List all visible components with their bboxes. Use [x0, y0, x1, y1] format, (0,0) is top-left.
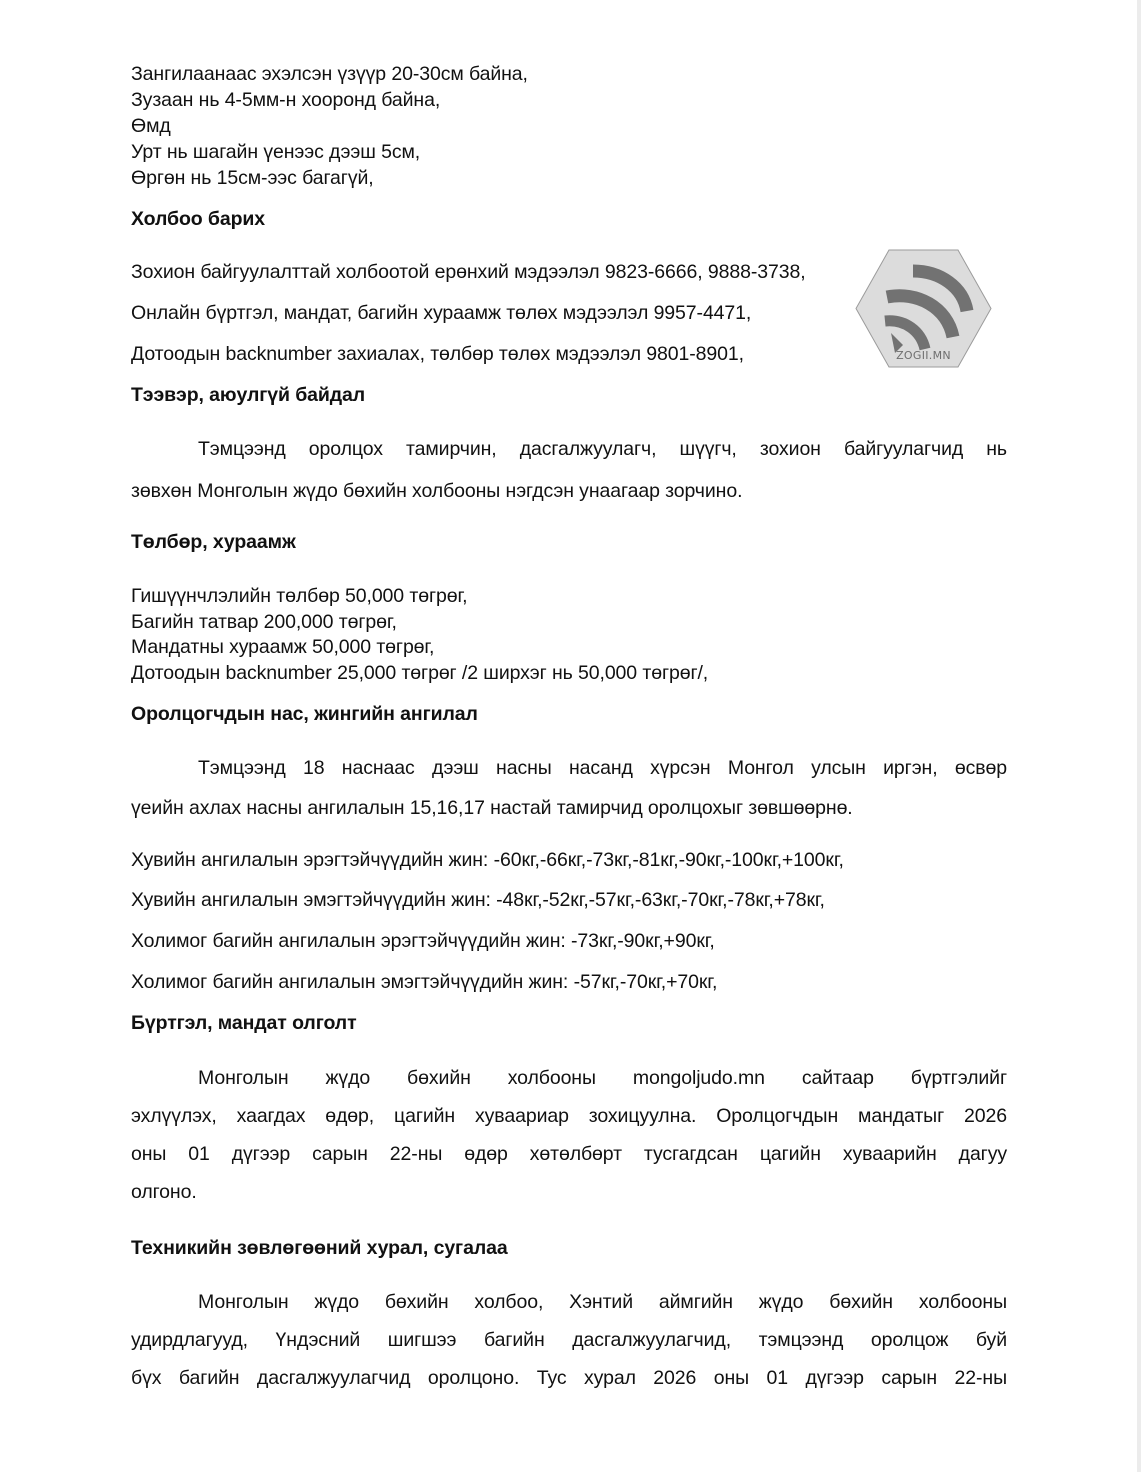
- contact-item: Онлайн бүртгэл, мандат, багийн хураамж төлөх мэдээлэл 9957-4471,: [131, 302, 752, 324]
- section-heading-contact: Холбоо барих: [131, 208, 266, 230]
- weight-category-item: Хувийн ангилалын эмэгтэйчүүдийн жин: -48кг,-52кг,-57кг,-63кг,-70кг,-78кг,+78кг,: [131, 889, 825, 911]
- weight-category-item: Хувийн ангилалын эрэгтэйчүүдийн жин: -60кг,-66кг,-73кг,-81кг,-90кг,-100кг,+100кг,: [131, 849, 844, 871]
- section-heading-registration: Бүртгэл, мандат олголт: [131, 1012, 357, 1034]
- fee-item: Гишүүнчлэлийн төлбөр 50,000 төгрөг,: [131, 585, 468, 607]
- paragraph-line: удирдлагууд, Үндэсний шигшээ багийн дасгалжуулагчид, тэмцээнд оролцож буй: [131, 1329, 1007, 1351]
- paragraph-line: эхлүүлэх, хаагдах өдөр, цагийн хуваариар зохицуулна. Оролцогчдын мандатыг 2026: [131, 1105, 1007, 1127]
- text-line: Өргөн нь 15см-ээс багагүй,: [131, 167, 374, 189]
- fee-item: Дотоодын backnumber 25,000 төгрөг /2 ширхэг нь 50,000 төгрөг/,: [131, 662, 709, 684]
- paragraph-line: Тэмцээнд оролцох тамирчин, дасгалжуулагч, шүүгч, зохион байгуулагчид нь: [198, 438, 1007, 460]
- paragraph-line: зөвхөн Монголын жүдо бөхийн холбооны нэгдсэн унаагаар зорчино.: [131, 480, 743, 502]
- weight-category-item: Холимог багийн ангилалын эрэгтэйчүүдийн жин: -73кг,-90кг,+90кг,: [131, 930, 715, 952]
- paragraph-line: оны 01 дүгээр сарын 22-ны өдөр хөтөлбөрт тусгагдсан цагийн хуваарийн дагуу: [131, 1143, 1007, 1165]
- watermark-text: ZOGII.MN: [896, 349, 951, 362]
- section-heading-fees: Төлбөр, хураамж: [131, 531, 296, 553]
- section-heading-transport: Тээвэр, аюулгүй байдал: [131, 384, 366, 406]
- weight-category-item: Холимог багийн ангилалын эмэгтэйчүүдийн жин: -57кг,-70кг,+70кг,: [131, 971, 718, 993]
- text-line: Өмд: [131, 115, 171, 137]
- section-heading-age-weight: Оролцогчдын нас, жингийн ангилал: [131, 703, 478, 725]
- text-line: Зузаан нь 4-5мм-н хооронд байна,: [131, 89, 441, 111]
- paragraph-line: олгоно.: [131, 1181, 197, 1203]
- paragraph-line: Тэмцээнд 18 наснаас дээш насны насанд хүрсэн Монгол улсын иргэн, өсвөр: [198, 757, 1007, 779]
- section-heading-technical-meeting: Техникийн зөвлөгөөний хурал, сугалаа: [131, 1237, 508, 1259]
- watermark-logo: [855, 249, 992, 368]
- contact-item: Зохион байгуулалттай холбоотой ерөнхий мэдээлэл 9823-6666, 9888-3738,: [131, 261, 806, 283]
- text-line: Урт нь шагайн үенээс дээш 5см,: [131, 141, 421, 163]
- paragraph-line: Монголын жүдо бөхийн холбооны mongoljudo.mn сайтаар бүртгэлийг: [198, 1067, 1007, 1089]
- text-line: Зангилаанаас эхэлсэн үзүүр 20-30см байна,: [131, 63, 528, 85]
- paragraph-line: бүх багийн дасгалжуулагчид оролцоно. Тус хурал 2026 оны 01 дүгээр сарын 22-ны: [131, 1367, 1007, 1389]
- fee-item: Мандатны хураамж 50,000 төгрөг,: [131, 636, 435, 658]
- paragraph-line: Монголын жүдо бөхийн холбоо, Хэнтий аймгийн жүдо бөхийн холбооны: [198, 1291, 1007, 1313]
- paragraph-line: үеийн ахлах насны ангилалын 15,16,17 настай тамирчид оролцохыг зөвшөөрнө.: [131, 797, 853, 819]
- contact-item: Дотоодын backnumber захиалах, төлбөр төлөх мэдээлэл 9801-8901,: [131, 343, 744, 365]
- fee-item: Багийн татвар 200,000 төгрөг,: [131, 611, 397, 633]
